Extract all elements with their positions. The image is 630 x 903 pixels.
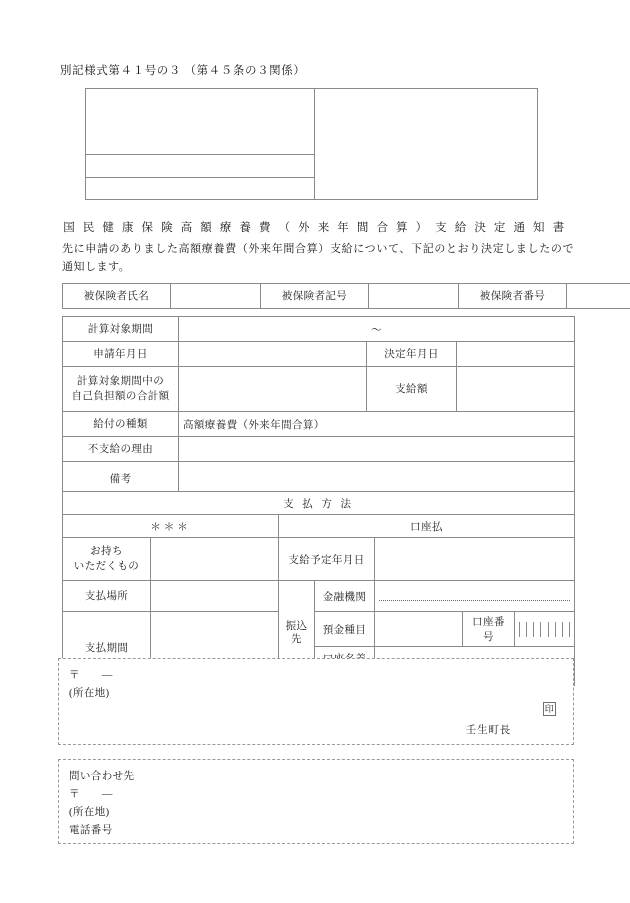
issuer-name: 壬生町長 bbox=[465, 725, 511, 736]
contact-box bbox=[58, 759, 574, 844]
table-row bbox=[63, 515, 575, 538]
application-date-value[interactable] bbox=[179, 342, 367, 367]
self-pay-total-label-line2: 自己負担額の合計額 bbox=[71, 391, 170, 402]
payment-amount-value[interactable] bbox=[457, 367, 575, 412]
table-row bbox=[63, 612, 575, 647]
self-pay-total-value[interactable] bbox=[179, 367, 367, 412]
issuer-box bbox=[58, 658, 574, 745]
insured-number-label: 被保険者番号 bbox=[459, 284, 567, 309]
contact-address-label: (所在地) bbox=[69, 807, 110, 818]
self-pay-total-label-line1: 計算対象期間中の bbox=[76, 376, 165, 387]
table-row bbox=[63, 284, 630, 309]
top-blank-box-right-column[interactable] bbox=[315, 89, 537, 199]
bring-items-label bbox=[63, 538, 151, 581]
remarks-label: 備考 bbox=[63, 462, 179, 497]
account-number-box[interactable] bbox=[541, 622, 548, 637]
insured-person-table bbox=[62, 283, 630, 309]
self-pay-total-label bbox=[63, 367, 179, 412]
top-blank-box bbox=[85, 88, 538, 200]
payment-method-table bbox=[62, 491, 575, 686]
transfer-destination-label: 振込先 bbox=[279, 581, 315, 686]
bring-items-label-line1: お持ち bbox=[90, 546, 123, 557]
account-number-box[interactable] bbox=[563, 622, 570, 637]
benefit-type-value[interactable]: 高額療養費（外来年間合算） bbox=[179, 412, 575, 437]
top-blank-cell-1[interactable] bbox=[86, 89, 314, 155]
bring-items-value[interactable] bbox=[151, 538, 279, 581]
payment-period-label: 支払期間 bbox=[63, 612, 151, 686]
insured-symbol-value[interactable] bbox=[369, 284, 459, 309]
payment-amount-label: 支給額 bbox=[367, 367, 457, 412]
table-row bbox=[63, 317, 575, 342]
table-row bbox=[63, 581, 575, 612]
account-number-box[interactable] bbox=[549, 622, 556, 637]
nonpayment-reason-value[interactable] bbox=[179, 437, 575, 462]
decision-date-label: 決定年月日 bbox=[367, 342, 457, 367]
table-row bbox=[63, 538, 575, 581]
account-number-box[interactable] bbox=[534, 622, 541, 637]
payment-place-label: 支払場所 bbox=[63, 581, 151, 612]
top-blank-box-left-column bbox=[86, 89, 315, 199]
issuer-postal-line bbox=[69, 667, 113, 682]
insured-number-value[interactable] bbox=[567, 284, 630, 309]
calc-period-value[interactable]: ～ bbox=[179, 317, 575, 342]
payment-place-value[interactable] bbox=[151, 581, 279, 612]
seal-icon: 印 bbox=[544, 704, 555, 714]
contact-postal-mark: 〒 bbox=[69, 789, 80, 800]
account-number-box[interactable] bbox=[520, 622, 527, 637]
decision-details-table bbox=[62, 316, 575, 497]
table-row bbox=[63, 492, 575, 515]
table-row bbox=[63, 412, 575, 437]
table-row bbox=[63, 342, 575, 367]
contact-postal-dash: ― bbox=[101, 789, 113, 800]
top-blank-cell-2[interactable] bbox=[86, 155, 314, 178]
issuer-postal-dash: ― bbox=[101, 670, 113, 681]
benefit-type-label: 給付の種類 bbox=[63, 412, 179, 437]
contact-postal-line bbox=[69, 786, 113, 801]
contact-phone-label: 電話番号 bbox=[69, 825, 113, 836]
bank-name-value[interactable] bbox=[375, 581, 575, 612]
table-row bbox=[63, 437, 575, 462]
lead-paragraph: 先に申請のありました高額療養費（外来年間合算）支給について、下記のとおり決定しましたので通知します。 bbox=[62, 243, 574, 273]
document-title: 国 民 健 康 保 険 高 額 療 養 費 （ 外 来 年 間 合 算 ） 支 給 決 定 通 知 書 bbox=[63, 222, 567, 234]
calc-period-label: 計算対象期間 bbox=[63, 317, 179, 342]
deposit-type-value[interactable] bbox=[375, 612, 463, 647]
account-number-box[interactable] bbox=[556, 622, 563, 637]
scheduled-payment-date-value[interactable] bbox=[375, 538, 575, 581]
payment-bank-column-label: 口座払 bbox=[279, 515, 575, 538]
contact-heading: 問い合わせ先 bbox=[69, 771, 135, 782]
account-number-value[interactable] bbox=[515, 612, 575, 647]
account-number-boxes[interactable] bbox=[519, 622, 570, 637]
account-number-box[interactable] bbox=[527, 622, 534, 637]
nonpayment-reason-label: 不支給の理由 bbox=[63, 437, 179, 462]
application-date-label: 申請年月日 bbox=[63, 342, 179, 367]
deposit-type-label: 預金種目 bbox=[315, 612, 375, 647]
bring-items-label-line2: いただくもの bbox=[73, 561, 140, 572]
bank-name-dotted-line bbox=[379, 599, 570, 601]
top-blank-cell-3[interactable] bbox=[86, 178, 314, 199]
bank-name-label: 金融機関 bbox=[315, 581, 375, 612]
table-row bbox=[63, 367, 575, 412]
account-number-label: 口座番号 bbox=[463, 612, 515, 647]
issuer-postal-mark: 〒 bbox=[69, 670, 80, 681]
payment-method-header: 支 払 方 法 bbox=[63, 492, 575, 515]
form-number-heading: 別記様式第４１号の３ （第４５条の３関係） bbox=[60, 65, 306, 77]
scheduled-payment-date-label: 支給予定年月日 bbox=[279, 538, 375, 581]
insured-symbol-label: 被保険者記号 bbox=[261, 284, 369, 309]
issuer-address-label: (所在地) bbox=[69, 688, 110, 699]
insured-name-label: 被保険者氏名 bbox=[63, 284, 171, 309]
insured-name-value[interactable] bbox=[171, 284, 261, 309]
decision-date-value[interactable] bbox=[457, 342, 575, 367]
payment-cash-column-label: ＊＊＊ bbox=[63, 515, 279, 538]
